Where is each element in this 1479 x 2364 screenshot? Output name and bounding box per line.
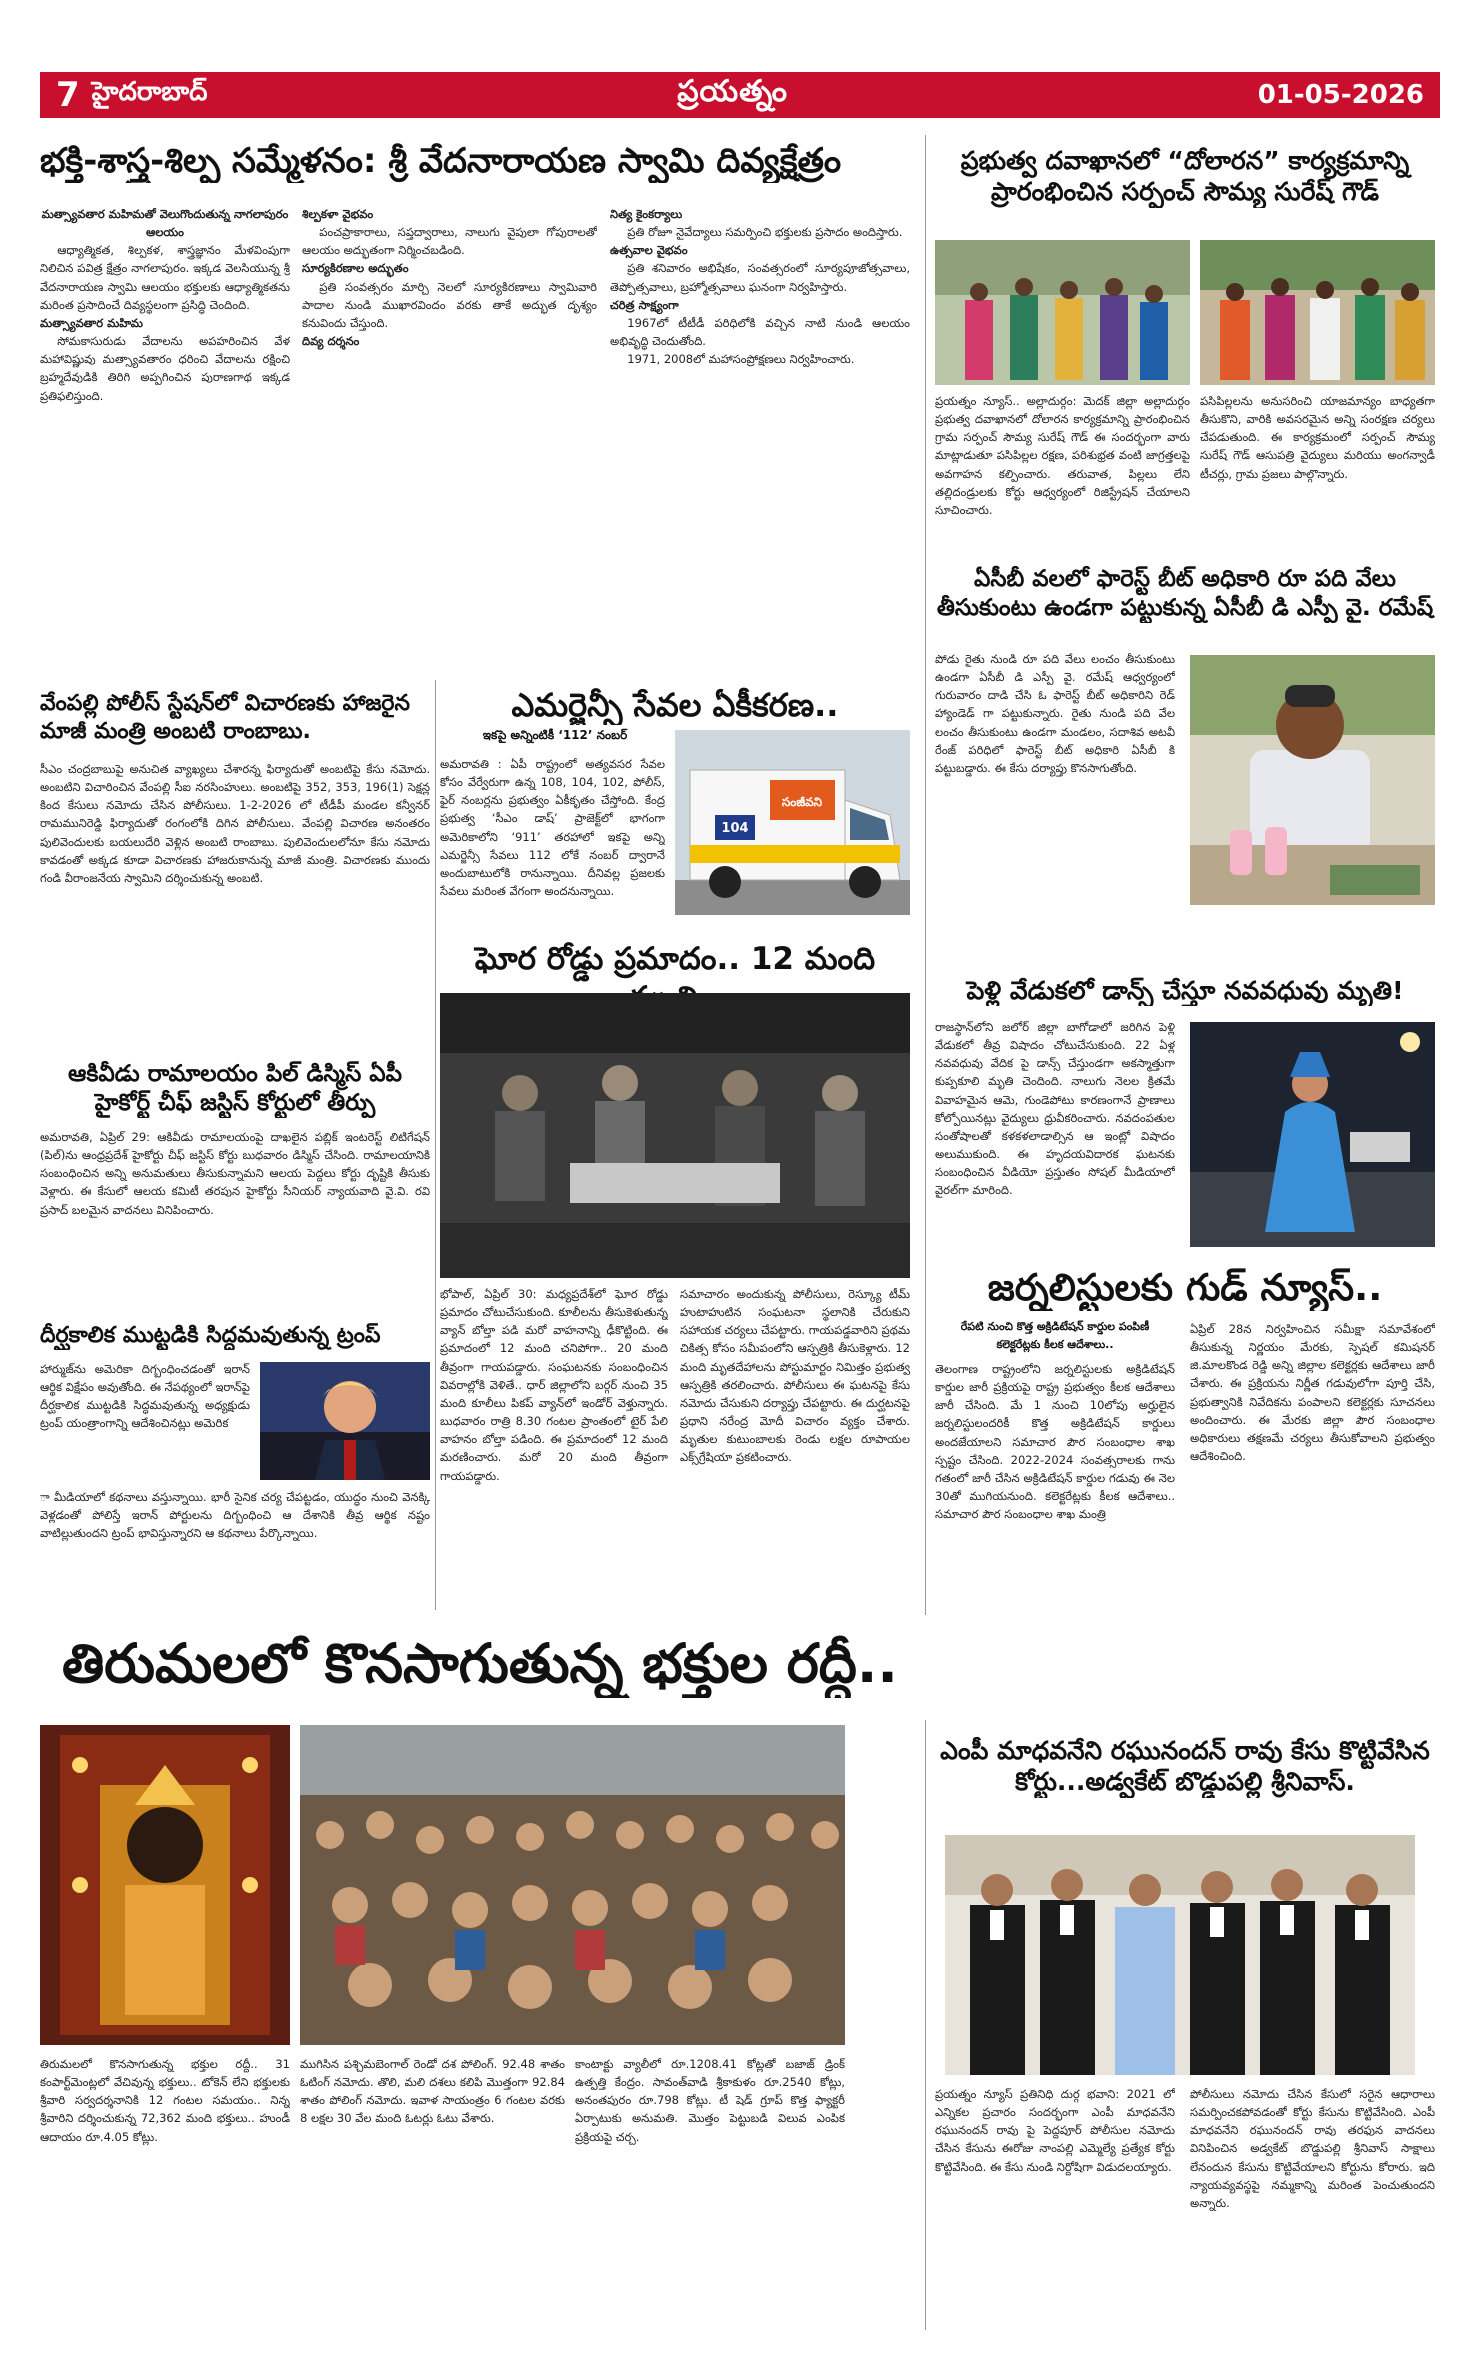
a2-body-left: ప్రయత్నం న్యూస్.. అల్లాదుర్గం: మెదక్ జిల్లా అల్లాదుర్గం ప్రభుత్వ దవాఖానలో దోలారన కార్యక్రమాన్ని ప్రారంభించిన గ్రామ సర్పంచ్ సౌమ్య సురేష్ గౌడ్ ఈ సందర్భంగా వారు మాట్లాడుతూ పసిపిల్లల రక్షణ, పరిశుభ్రత వంటి జాగ్రత్తలపై అవగాహన కల్పించారు. తరువాత, పిల్లలు లేని తల్లిదండ్రులకు కోర్టు ఆధ్వర్యంలో రిజిస్ట్రేషన్ చేయాలని సూచించారు. — [935, 394, 1190, 517]
page-number: 7 — [56, 75, 80, 115]
a11-deity-photo — [40, 1725, 290, 2045]
column-rule — [435, 680, 436, 1610]
a1-col1 — [40, 205, 290, 675]
a1-subhead: మత్స్యావతార మహిమతో వెలుగొందుతున్న నాగలాపురం ఆలయం — [41, 207, 289, 240]
a1-headline: భక్తి-శాస్త్ర-శిల్ప సమ్మేళనం: శ్రీ వేదనారాయణ స్వామి దివ్యక్షేత్రం — [40, 141, 842, 181]
a5-headline: వేంపల్లి పోలీస్ స్టేషన్‌లో విచారణకు హాజరైన మాజీ మంత్రి అంబటి రాంబాబు. — [40, 691, 410, 744]
a1-section: మత్స్యావతార మహిమ — [40, 315, 143, 330]
a4-photo — [1190, 1022, 1435, 1247]
ambulance-number: 104 — [721, 821, 749, 836]
a9-col2: సమాచారం అందుకున్న పోలీసులు, రెస్క్యూ టీమ్ హుటాహుటిన సంఘటనా స్థలానికి చేరుకుని సహాయక చర్యలు చేపట్టారు. గాయపడ్డవారిని ప్రథమ చికిత్స కోసం సమీపంలోని ఆస్పత్రికి తీసుకెళ్లారు. 12 మంది మృతదేహాలను పోస్టుమార్టం నిమిత్తం ప్రభుత్వ ఆస్పత్రికి తరలించారు. పోలీసులు ఈ ఘటనపై కేసు నమోదు చేసుకుని దర్యాప్తు చేపట్టారు. ఈ దుర్ఘటనపై ప్రధాని నరేంద్ర మోదీ విచారం వ్యక్తం చేశారు. మృతుల కుటుంబాలకు రెండు లక్షల రూపాయల ఎక్స్‌గ్రేషియా ప్రకటించారు. — [680, 1287, 910, 1465]
a1-para: 1971, 2008లో మహాసంప్రోక్షణలు నిర్వహించారు. — [627, 352, 855, 367]
a1-section: చరిత్ర సాక్ష్యంగా — [610, 297, 679, 312]
a4-headline: పెళ్లి వేడుకలో డాన్స్ చేస్తూ నవవధువు మృతి! — [966, 976, 1404, 1005]
a1-col3 — [610, 205, 910, 675]
a1-section: సూర్యకిరణాల అద్భుతం — [302, 261, 409, 276]
a1-para: ప్రతి శనివారం అభిషేకం, సంవత్సరంలో సూర్యపూజోత్సవాలు, తెప్పోత్సవాలు, బ్రహ్మోత్సవాలు ఘనంగా నిర్వహిస్తారు. — [610, 261, 910, 294]
a9-col1: భోపాల్, ఏప్రిల్ 30: మధ్యప్రదేశ్‌లో ఘోర రోడ్డు ప్రమాదం చోటుచేసుకుంది. కూలీలను తీసుకెళుతున్న వ్యాన్ బోల్తా పడి మరో వాహనాన్ని ఢీకొట్టింది. ఈ ప్రమాదంలో 12 మంది చనిపోగా.. 20 మంది తీవ్రంగా గాయపడ్డారు. సంఘటనకు సంబంధించిన వివరాల్లోకి వెళితే.. ధార్ జిల్లాలోని బర్గర్ నుంచి 35 మంది కూలీలు పికప్ వ్యాన్‌లో ఇండోర్ వెళ్తున్నారు. బుధవారం రాత్రి 8.30 గంటల ప్రాంతంలో టైర్ పేలి వాహనం బోల్తా పడింది. ఈ ప్రమాదంలో 12 మంది మరణించారు. మరో 20 మంది తీవ్రంగా గాయపడ్డారు. — [440, 1287, 668, 1483]
a2-headline: ప్రభుత్వ దవాఖానలో “దోలారన” కార్యక్రమాన్ని ప్రారంభించిన సర్పంచ్ సౌమ్య సురేష్ గౌడ్ — [960, 146, 1410, 207]
a11-col2: ముగిసిన పశ్చిమబెంగాల్ రెండో దశ పోలింగ్. 92.48 శాతం ఓటింగ్ నమోదు. తొలి, మలి దశలు కలిపి మొత్తంగా 92.84 శాతం పోలింగ్ నమోదు. ఇవాళ సాయంత్రం 6 గంటల వరకు 8 లక్షల 30 వేల మంది ఓటర్లు ఓటు వేశారు. — [300, 2057, 565, 2126]
page-number-block — [56, 75, 207, 115]
a8-headline: ఎమర్జెన్సీ సేవల ఏకీకరణ.. — [511, 686, 839, 724]
a12-col1: ప్రయత్నం న్యూస్ ప్రతినిధి దుర్గ భవాని: 2021 లో ఎన్నికల ప్రచారం సందర్భంగా ఎంపీ మాధవనేని రఘునందన్ రావు పై పెద్దపూర్ పోలీసుల నమోదు చేసిన కేసును ఈరోజు నాంపల్లి ఎమ్మెల్యే ప్రత్యేక కోర్టు కొట్టివేసింది. ఈ కేసు నుండి నిర్దోషిగా విడుదలయ్యారు. — [935, 2087, 1175, 2174]
a1-section: ఉత్సవాల వైభవం — [610, 243, 688, 258]
a2-body-right: పసిపిల్లలను అనుసరించి యాజమాన్యం బాధ్యతగా తీసుకొని, వారికి అవసరమైన అన్ని సంరక్షణ చర్యలు చేపడుతుంది. ఈ కార్యక్రమంలో సర్పంచ్ సౌమ్య సురేష్ గౌడ్ ఆసుపత్రి వైద్యులు మరియు అంగన్వాడీ టీచర్లు, గ్రామ ప్రజలు పాల్గొన్నారు. — [1200, 394, 1435, 481]
a3-headline: ఏసీబీ వలలో ఫారెస్ట్ బీట్ అధికారి రూ పది వేలు తీసుకుంటు ఉండగా పట్టుకున్న ఏసీబీ డి ఎస్పీ వై. రమేష్ — [936, 566, 1434, 621]
a11-headline: తిరుమలలో కొనసాగుతున్న భక్తుల రద్దీ.. — [62, 1632, 898, 1695]
a12-col2: పోలీసులు నమోదు చేసిన కేసులో సరైన ఆధారాలు సమర్పించకపోవడంతో కోర్టు కేసును కొట్టివేసింది. ఎంపీ మాధవనేని రఘునందన్ రావు తరఫున వాదనలు వినిపించిన అడ్వకేట్ బొడ్డుపల్లి శ్రీనివాస్ సాక్షాలు లేనందున కేసును కొట్టివేయాలని కోర్టును కోరారు. ఇది న్యాయవ్యవస్థపై నమ్మకాన్ని మరింత పెంచుతుందని అన్నారు. — [1190, 2087, 1435, 2210]
a6-headline: ఆకివీడు రామాలయం పిల్ డిస్మిస్ ఏపీ హైకోర్ట్ చీఫ్ జస్టిస్ కోర్టులో తీర్పు — [68, 1061, 402, 1116]
column-rule — [925, 1720, 926, 2330]
paper-name: ప్రయత్నం — [677, 74, 788, 109]
a1-col2 — [302, 205, 597, 675]
a7-body-2: ా మీడియాలో కథనాలు వస్తున్నాయి. భారీ సైనిక చర్య చేపట్టడం, యుద్ధం నుంచి వెనక్కి వెళ్లడంతో పోలిస్తే ఇరాన్ పోర్టులను దిగ్బంధించి ఆ దేశానికి తీవ్ర ఆర్థిక నష్టం వాటిల్లుతుందని ట్రంప్ భావిస్తున్నారని ఆ కథనాలు పేర్కొన్నాయి. — [40, 1490, 430, 1541]
a8-subhead: ఇకపై అన్నింటికీ ‘112’ నంబర్ — [482, 728, 628, 742]
a10-col2: ఏప్రిల్ 28న నిర్వహించిన సమీక్షా సమావేశంలో తీసుకున్న నిర్ణయం మేరకు, స్పెషల్ కమిషనర్ జి.మాలకొండ రెడ్డి అన్ని జిల్లాల కలెక్టర్లకు ఆదేశాలు జారీ చేశారు. ఈ ప్రక్రియను నిర్ణీత గడువులోగా పూర్తి చేసి, ప్రభుత్వానికి నివేదికను పంపాలని కలెక్టర్లకు సూచనలు అందించారు. ఈ మేరకు జిల్లా పౌర సంబంధాల అధికారులు తక్షణమే చర్యలు తీసుకోవాలని ప్రభుత్వం ఆదేశించింది. — [1190, 1322, 1435, 1464]
a10-subhead-2: కలెక్టరేట్లకు కీలక ఆదేశాలు.. — [996, 1338, 1114, 1351]
a1-para: ప్రతి సంవత్సరం మార్చి నెలలో సూర్యకిరణాలు స్వామివారి పాదాల నుండి ముఖారవిందం వరకు తాకే అద్భుత దృశ్యం కనువిందు చేస్తుంది. — [302, 279, 597, 330]
a10-col1: తెలంగాణ రాష్ట్రంలోని జర్నలిస్టులకు అక్రిడిటేషన్ కార్డుల జారీ ప్రక్రియపై రాష్ట్ర ప్రభుత్వం కీలక ఆదేశాలు జారీ చేసింది. మే 1 నుంచి 10లోపు అర్హులైన జర్నలిస్టులందరికీ కొత్త అక్రిడిటేషన్ కార్డులు అందజేయాలని సమాచార పౌర సంబంధాల శాఖ స్పష్టం చేసింది. 2022-2024 సంవత్సరాలకు గాను గతంలో జారీ చేసిన అక్రిడిటేషన్ కార్డుల గడువు ఈ నెల 30తో ముగియనుంది. కలెక్టరేట్లకు కీలక ఆదేశాలు.. సమాచార పౌర సంబంధాల శాఖ మంత్రి — [935, 1362, 1175, 1522]
a8-body: అమరావతి : ఏపీ రాష్ట్రంలో అత్యవసర సేవల కోసం వేర్వేరుగా ఉన్న 108, 104, 102, పోలీస్, ఫైర్ నంబర్లను ప్రభుత్వం ఏకీకృతం చేస్తోంది. కేంద్ర ప్రభుత్వ ‘సీఎం డాష్’ ప్రాజెక్ట్‌లో భాగంగా అమెరికాలోని ‘911’ తరహాలో ఇకపై అన్ని ఎమర్జెన్సీ సేవలు 112 లోకే నంబర్ ద్వారానే అందుబాటులోకి రానున్నాయి. దీనివల్ల ప్రజలకు సేవలు మరింత వేగంగా అందనున్నాయి. — [440, 757, 665, 899]
a7-body-1: హార్ముజ్‌ను అమెరికా దిగ్బంధించడంతో ఇరాన్ ఆర్థిక విక్షేపం అవుతోంది. ఈ నేపథ్యంలో ఇరాన్‌పై దీర్ఘకాలిక ముట్టడికి సిద్ధమవుతున్న అధ్యక్షుడు ట్రంప్ యంత్రాంగాన్ని ఆదేశించినట్లు అమెరిక — [40, 1362, 250, 1431]
column-rule — [925, 135, 926, 1615]
a3-body: పోడు రైతు నుండి రూ పది వేలు లంచం తీసుకుంటు ఉండగా ఏసీబీ డి ఎస్పీ వై. రమేష్ ఆధ్వర్యంలో గురువారం దాడి చేసి ఓ ఫారెస్ట్ బీట్ అధికారిని రెడ్ హ్యాండెడ్ గా పట్టుకున్నారు. రైతు నుండి పది వేల లంచం తీసుకుంటు ఉండగా మండలం, సదాశివ అటవీ రేంజ్ పరిధిలో ఫారెస్ట్ బీట్ అధికారి ఏసీబీ కి పట్టుబడ్డారు. ఈ కేసు దర్యాప్తు కొనసాగుతోంది. — [935, 652, 1175, 775]
header-band — [40, 72, 1440, 118]
a6-body: అమరావతి, ఏప్రిల్ 29: ఆకివీడు రామాలయంపై దాఖలైన పబ్లిక్ ఇంటరెస్ట్ లిటిగేషన్ (పిల్)ను ఆంధ్రప్రదేశ్ హైకోర్టు చీఫ్ జస్టిస్ కోర్టు బుధవారం డిస్మిస్ చేసింది. రామాలయానికి సంబంధించిన అన్ని అనుమతులు తీసుకున్నామని ఆలయ పెద్దలు కోర్టు దృష్టికి తీసుకు వెళ్లారు. ఈ కేసులో ఆలయ కమిటీ తరపున హైకోర్టు సీనియర్ న్యాయవాది వై.వి. రవి ప్రసాద్ బలమైన వాదనలు వినిపించారు. — [40, 1130, 430, 1217]
a5-body: సీఎం చంద్రబాబుపై అనుచిత వ్యాఖ్యలు చేశారన్న ఫిర్యాదుతో అంబటిపై కేసు నమోదు. అంబటిని విచారించిన వేంపల్లి సీఐ నరసింహులు. అంబటిపై 352, 353, 196(1) సెక్షన్ల కింద కేసులు నమోదు చేసిన పోలీసులు. 1-2-2026 లో టీడీపీ మండల కన్వీనర్ రామమునిరెడ్డి ఫిర్యాదుతో రంగంలోకి దిగిన పోలీసులు. వేంపల్లి విచారణ అనంతరం పులివెందులకు బయలుదేరి వెళ్లిన అంబటి రాంబాబు. పులివెందులలోనూ కేసు నమోదు కావడంతో అక్కడ కూడా విచారణకు హాజరుకానున్న మాజీ మంత్రి. విచారణకు ముందు గండి వీరాంజనేయ స్వామిని దర్శించుకున్న అంబటి. — [40, 762, 430, 885]
issue-date: 01-05-2026 — [1257, 80, 1424, 110]
a11-col3: కాంటాక్టు వ్యాలీలో రూ.1208.41 కోట్లతో బజాజ్ డ్రింక్ ఉత్పత్తి కేంద్రం. సావంత్‌వాడి శ్రీకాకుళం రూ.2540 కోట్లు, అనంతపురం రూ.798 కోట్లు. టీ షెడ్ గ్రూప్ కొత్త ఫ్యాక్టరీ ఏర్పాటుకు అనుమతి. మొత్తం పెట్టుబడి విలువ ఎంపిక ప్రక్రియపై చర్చ. — [575, 2057, 845, 2144]
a7-headline: దీర్ఘకాలిక ముట్టడికి సిద్ధమవుతున్న ట్రంప్ — [40, 1323, 381, 1348]
a1-section: నిత్య కైంకర్యాలు — [610, 207, 683, 221]
a12-headline: ఎంపీ మాధవనేని రఘునందన్ రావు కేసు కొట్టివేసిన కోర్టు...అడ్వకేట్ బొడ్డుపల్లి శ్రీనివాస్. — [940, 1736, 1430, 1797]
a1-section: శిల్పకళా వైభవం — [302, 207, 374, 221]
a9-headline: ఘోర రోడ్డు ప్రమాదం.. 12 మంది — [474, 941, 876, 977]
city-label: హైదరాబాద్ — [91, 77, 208, 107]
a1-para: ప్రతి రోజూ నైవేద్యాలు సమర్పించి భక్తులకు ప్రసాదం అందిస్తారు. — [627, 225, 903, 240]
a7-photo — [260, 1362, 430, 1480]
a1-para: 1967లో టీటీడీ పరిధిలోకి వచ్చిన నాటి నుండి ఆలయం అభివృద్ధి చెందుతోంది. — [610, 315, 910, 349]
ambulance-brand: సంజీవని — [781, 795, 823, 809]
a10-subhead-1: రేపటి నుంచి కొత్త అక్రిడిటేషన్ కార్డుల పంపిణీ — [960, 1320, 1150, 1333]
a11-crowd-photo — [300, 1725, 845, 2045]
a2-photo-right — [1200, 240, 1435, 385]
a1-para: పంచప్రాకారాలు, సప్తద్వారాలు, నాలుగు వైపులా గోపురాలతో ఆలయం అద్భుతంగా నిర్మించబడింది. — [302, 225, 597, 258]
a10-headline: జర్నలిస్టులకు గుడ్ న్యూస్.. — [987, 1266, 1383, 1309]
a8-ambulance-photo — [675, 730, 910, 915]
a9-photo — [440, 993, 910, 1278]
a2-photo-left — [935, 240, 1190, 385]
a4-body: రాజస్థాన్‌లోని జలోర్ జిల్లా బాగోడాలో జరిగిన పెళ్లి వేడుకలో తీవ్ర విషాదం చోటుచేసుకుంది. 22 ఏళ్ల నవవధువు వేదిక పై డాన్స్ చేస్తుండగా అకస్మాత్తుగా కుప్పకూలి మృతి చెందింది. నాలుగు నెలల క్రితమే వివాహమైన ఆమె, గుండెపోటు కారణంగానే ప్రాణాలు కోల్పోయినట్లు వైద్యులు ధ్రువీకరించారు. నవదంపతుల సంతోషాలతో కళకళలాడాల్సిన ఆ ఇంట్లో విషాదం అలుముకుంది. ఈ హృదయవిదారక ఘటనకు సంబంధించిన వీడియో ప్రస్తుతం సోషల్ మీడియాలో వైరల్‌గా మారింది. — [935, 1020, 1175, 1198]
a12-photo — [945, 1835, 1415, 2075]
a1-section: దివ్య దర్శనం — [302, 334, 360, 349]
a11-col1: తిరుమలలో కొనసాగుతున్న భక్తుల రద్దీ.. 31 కంపార్ట్‌మెంట్లలో వేచివున్న భక్తులు.. టోకెన్ లేని భక్తులకు శ్రీవారి సర్వదర్శనానికి 12 గంటల సమయం.. నిన్న శ్రీవారిని దర్శించుకున్న 72,362 మంది భక్తులు.. హుండీ ఆదాయం రూ.4.05 కోట్లు. — [40, 2057, 290, 2144]
a1-para: ఆధ్యాత్మికత, శిల్పకళ, శాస్త్రజ్ఞానం మేళవింపుగా నిలిచిన పవిత్ర క్షేత్రం నాగలాపురం. ఇక్కడ వెలసియున్న శ్రీ వేదనారాయణ స్వామి ఆలయం భక్తులకు ఆధ్యాత్మికతను మరింత ప్రసాదించే దివ్యస్థలంగా ప్రసిద్ధి చెందింది. — [40, 243, 290, 312]
a3-photo — [1190, 655, 1435, 905]
a1-para: సోమకాసురుడు వేదాలను అపహరించిన వేళ మహావిష్ణువు మత్స్యావతారం ధరించి వేదాలను రక్షించి బ్రహ్మదేవుడికి తిరిగి అప్పగించిన పురాణగాథ ఇక్కడ ప్రతిఫలిస్తుంది. — [40, 334, 290, 403]
